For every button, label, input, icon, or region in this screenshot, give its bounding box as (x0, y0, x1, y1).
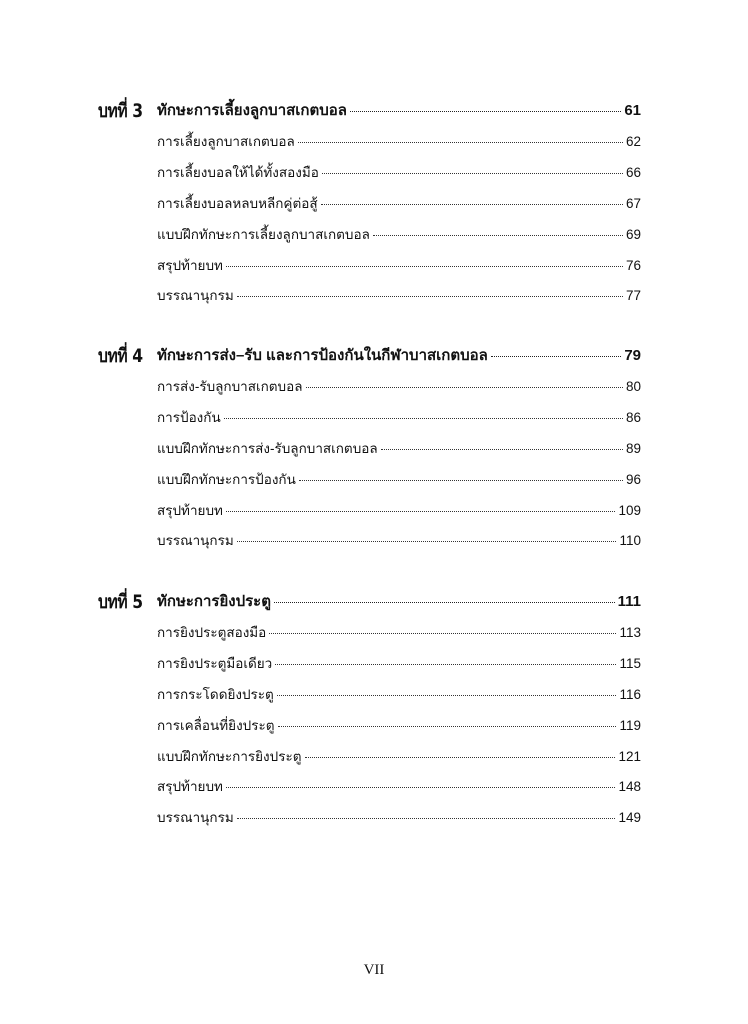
dot-leader (305, 757, 616, 758)
entry-page-number: 113 (619, 625, 641, 640)
entry-title: สรุปท้ายบท (157, 779, 223, 794)
dot-leader (269, 633, 616, 634)
entry-page-number: 116 (619, 687, 641, 702)
entry-page-number: 69 (625, 227, 641, 242)
toc-entry[interactable] (157, 161, 641, 183)
entry-page-number: 121 (618, 749, 641, 764)
entry-title: แบบฝึกทักษะการส่ง-รับลูกบาสเกตบอล (157, 441, 378, 456)
dot-leader (491, 356, 621, 357)
toc-entry[interactable] (157, 284, 641, 306)
entry-page-number: 77 (625, 288, 641, 303)
chapter-title-row[interactable] (157, 589, 641, 613)
dot-leader (226, 266, 623, 267)
dot-leader (299, 480, 623, 481)
entry-title: บรรณานุกรม (157, 288, 234, 303)
dot-leader (321, 204, 623, 205)
dot-leader (306, 387, 623, 388)
entry-title: การเลี้ยงบอลให้ได้ทั้งสองมือ (157, 165, 319, 180)
entry-page-number: 115 (619, 656, 641, 671)
toc-entry[interactable] (157, 192, 641, 214)
dot-leader (274, 602, 615, 603)
entry-title: การยิงประตูสองมือ (157, 625, 267, 640)
toc-entry[interactable] (157, 437, 641, 459)
dot-leader (277, 695, 617, 696)
chapter-heading (0, 96, 748, 126)
entry-title: แบบฝึกทักษะการป้องกัน (157, 472, 296, 487)
chapter-heading (0, 341, 748, 371)
entry-page-number: 149 (618, 810, 641, 825)
chapter-label: บทที่ 3 (98, 100, 143, 122)
dot-leader (298, 142, 623, 143)
dot-leader (322, 173, 623, 174)
chapter-title: ทักษะการยิงประตู (157, 593, 271, 610)
dot-leader (237, 818, 616, 819)
entry-title: การกระโดดยิงประตู (157, 687, 274, 702)
entry-title: การเลี้ยงลูกบาสเกตบอล (157, 134, 295, 149)
dot-leader (237, 296, 623, 297)
entry-page-number: 119 (619, 718, 641, 733)
toc-entry[interactable] (157, 254, 641, 276)
entry-title: สรุปท้ายบท (157, 258, 223, 273)
dot-leader (275, 664, 616, 665)
entry-title: การส่ง-รับลูกบาสเกตบอล (157, 379, 303, 394)
entry-page-number: 96 (625, 472, 641, 487)
chapter-page-number: 111 (617, 593, 641, 610)
toc-entry[interactable] (157, 683, 641, 705)
chapter-4 (0, 341, 748, 548)
chapter-3 (0, 96, 748, 303)
toc-entry[interactable] (157, 714, 641, 736)
dot-leader (278, 726, 617, 727)
entry-title: แบบฝึกทักษะการยิงประตู (157, 749, 302, 764)
entry-page-number: 62 (625, 134, 641, 149)
entry-page-number: 76 (625, 258, 641, 273)
page-number-footer: VII (363, 962, 385, 978)
dot-leader (224, 418, 623, 419)
toc-entry[interactable] (157, 223, 641, 245)
toc-entry[interactable] (157, 775, 641, 797)
entry-page-number: 86 (625, 410, 641, 425)
toc-entry[interactable] (157, 406, 641, 428)
toc-entry[interactable] (157, 499, 641, 521)
entry-title: การเคลื่อนที่ยิงประตู (157, 718, 275, 733)
toc-entry[interactable] (157, 745, 641, 767)
toc-entry[interactable] (157, 529, 641, 551)
chapter-label: บทที่ 4 (98, 345, 143, 367)
entry-page-number: 67 (625, 196, 641, 211)
dot-leader (237, 541, 617, 542)
entry-title: การป้องกัน (157, 410, 221, 425)
toc-entry[interactable] (157, 806, 641, 828)
chapter-heading (0, 587, 748, 617)
entry-page-number: 148 (618, 779, 641, 794)
entry-page-number: 110 (619, 533, 641, 548)
chapter-label: บทที่ 5 (98, 591, 143, 613)
dot-leader (226, 787, 616, 788)
entry-title: สรุปท้ายบท (157, 503, 223, 518)
toc-entry[interactable] (157, 468, 641, 490)
chapter-page-number: 79 (624, 347, 641, 364)
dot-leader (226, 511, 616, 512)
entry-title: แบบฝึกทักษะการเลี้ยงลูกบาสเกตบอล (157, 227, 370, 242)
entry-page-number: 89 (625, 441, 641, 456)
toc-entry[interactable] (157, 375, 641, 397)
entry-title: การเลี้ยงบอลหลบหลีกคู่ต่อสู้ (157, 196, 318, 211)
entry-page-number: 109 (618, 503, 641, 518)
toc-entry[interactable] (157, 130, 641, 152)
chapter-title: ทักษะการส่ง–รับ และการป้องกันในกีฬาบาสเกตบอล (157, 347, 488, 364)
dot-leader (373, 235, 623, 236)
entry-title: บรรณานุกรม (157, 810, 234, 825)
dot-leader (381, 449, 623, 450)
entry-page-number: 66 (625, 165, 641, 180)
chapter-title: ทักษะการเลี้ยงลูกบาสเกตบอล (157, 102, 347, 119)
toc-entry[interactable] (157, 621, 641, 643)
dot-leader (350, 111, 621, 112)
entry-title: การยิงประตูมือเดียว (157, 656, 273, 671)
chapter-5 (0, 587, 748, 825)
chapter-page-number: 61 (624, 102, 641, 119)
chapter-title-row[interactable] (157, 98, 641, 122)
chapter-title-row[interactable] (157, 343, 641, 367)
toc-entry[interactable] (157, 652, 641, 674)
entry-title: บรรณานุกรม (157, 533, 234, 548)
entry-page-number: 80 (625, 379, 641, 394)
